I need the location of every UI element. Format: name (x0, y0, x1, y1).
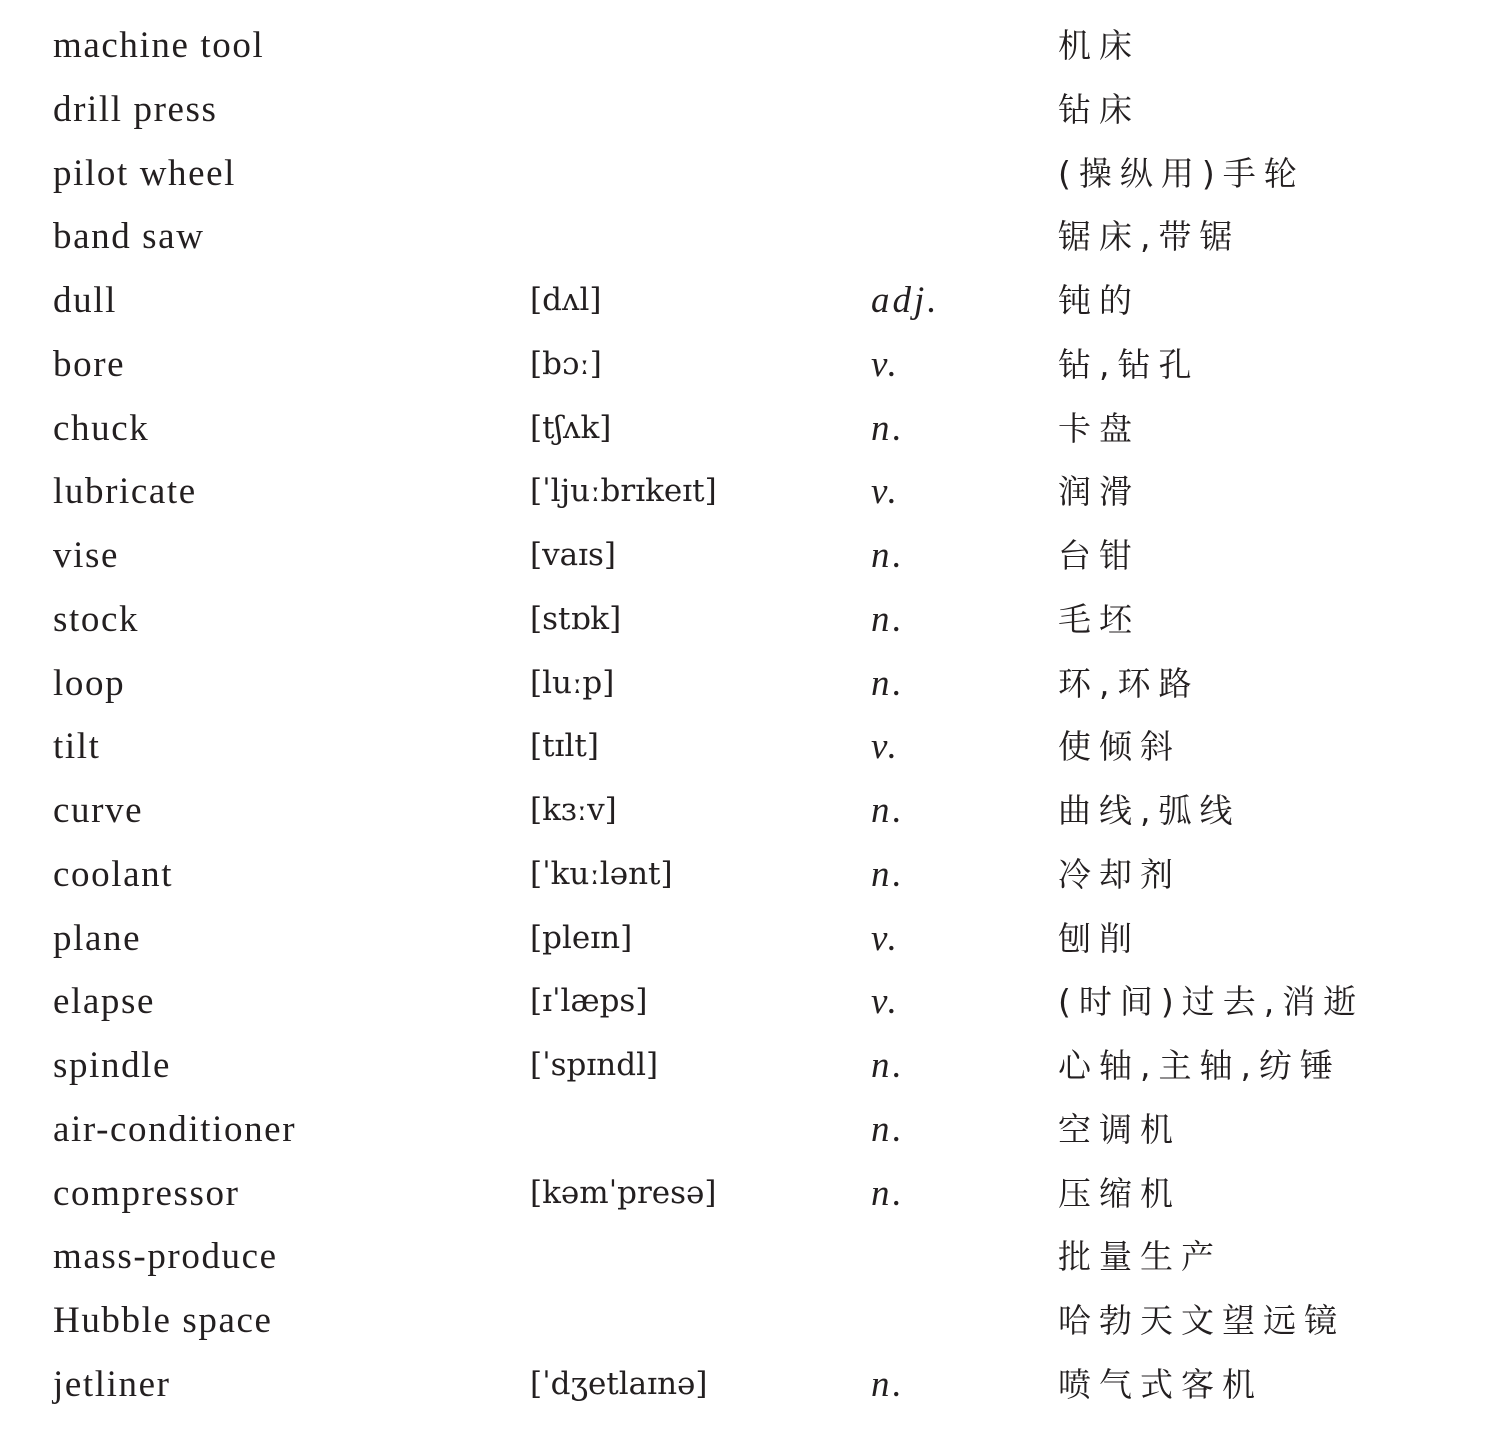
vocab-part-of-speech: n. (871, 535, 905, 576)
vocab-phonetic: [pleɪn] (530, 919, 633, 956)
vocab-word: plane (53, 917, 142, 959)
vocab-meaning: 心轴,主轴,纺锤 (1058, 1046, 1341, 1085)
vocab-row (0, 843, 1490, 907)
vocab-part-of-speech: n. (871, 598, 905, 640)
vocab-phonetic: [kɜːv] (530, 792, 617, 828)
vocab-word: chuck (53, 407, 150, 449)
vocab-meaning: 钝的 (1058, 281, 1140, 320)
vocab-part-of-speech: v. (871, 726, 900, 768)
vocab-row (0, 779, 1490, 843)
vocab-phonetic: [ˈljuːbrɪkeɪt] (530, 473, 717, 510)
vocab-phonetic: [kəmˈpresə] (530, 1174, 717, 1211)
vocab-word: Hubble space (53, 1300, 273, 1341)
vocab-row (0, 397, 1490, 461)
vocabulary-list (0, 14, 1490, 1417)
vocab-meaning: 钻,钻孔 (1058, 344, 1200, 384)
vocab-word: pilot wheel (53, 152, 237, 194)
vocab-part-of-speech: n. (871, 790, 905, 831)
vocab-word: band saw (53, 216, 205, 258)
vocab-part-of-speech: adj. (871, 280, 940, 321)
vocab-word: vise (53, 535, 120, 576)
vocab-word: bore (53, 343, 126, 385)
vocab-row (0, 333, 1490, 397)
vocab-phonetic: [ˈdʒetlaɪnə] (530, 1365, 708, 1402)
vocab-meaning: (操纵用)手轮 (1058, 153, 1305, 193)
vocab-meaning: 曲线,弧线 (1058, 791, 1241, 830)
vocab-row (0, 588, 1490, 652)
vocab-part-of-speech: v. (871, 917, 900, 959)
vocab-meaning: 机床 (1058, 26, 1140, 65)
vocab-phonetic: [ˈkuːlənt] (530, 855, 673, 892)
vocab-phonetic: [tɪlt] (530, 728, 599, 765)
vocab-word: loop (53, 662, 126, 704)
vocab-meaning: 毛坯 (1058, 599, 1140, 639)
vocab-part-of-speech: n. (871, 662, 905, 704)
vocab-word: dull (53, 280, 117, 321)
vocab-phonetic: [dʌl] (530, 282, 602, 318)
vocab-word: stock (53, 598, 140, 640)
vocab-part-of-speech: n. (871, 1172, 905, 1214)
vocab-part-of-speech: n. (871, 1045, 905, 1086)
vocab-word: coolant (53, 853, 174, 895)
vocab-meaning: 润滑 (1058, 472, 1140, 512)
vocab-meaning: 卡盘 (1058, 408, 1140, 448)
vocab-word: tilt (53, 726, 101, 768)
vocab-part-of-speech: v. (871, 343, 900, 385)
vocab-phonetic: [ˈspɪndl] (530, 1047, 659, 1083)
vocab-row (0, 524, 1490, 588)
vocab-word: drill press (53, 88, 218, 130)
vocab-meaning: 刨削 (1058, 918, 1140, 958)
vocab-meaning: 台钳 (1058, 536, 1140, 575)
vocab-row (0, 14, 1490, 78)
vocab-row (0, 1162, 1490, 1226)
vocab-row (0, 907, 1490, 971)
vocab-meaning: 锯床,带锯 (1058, 217, 1241, 257)
vocab-meaning: 空调机 (1058, 1109, 1181, 1149)
vocab-row (0, 78, 1490, 142)
vocab-row (0, 142, 1490, 206)
vocab-meaning: 哈勃天文望远镜 (1058, 1301, 1345, 1340)
vocab-word: air-conditioner (53, 1108, 297, 1150)
vocab-meaning: 压缩机 (1058, 1173, 1181, 1213)
vocab-word: curve (53, 790, 144, 831)
vocab-row (0, 1098, 1490, 1162)
vocab-row (0, 269, 1490, 333)
vocab-row (0, 652, 1490, 716)
vocab-row (0, 205, 1490, 269)
vocab-phonetic: [tʃʌk] (530, 409, 612, 446)
vocab-meaning: 钻床 (1058, 89, 1140, 129)
vocab-phonetic: [vaɪs] (530, 537, 617, 573)
vocab-phonetic: [bɔː] (530, 345, 602, 382)
vocab-meaning: 使倾斜 (1058, 727, 1181, 767)
vocab-part-of-speech: n. (871, 1108, 905, 1150)
vocab-word: lubricate (53, 471, 197, 513)
vocab-part-of-speech: v. (871, 471, 900, 513)
vocab-meaning: 喷气式客机 (1058, 1364, 1263, 1404)
vocab-meaning: 批量生产 (1058, 1237, 1222, 1277)
vocab-part-of-speech: n. (871, 407, 905, 449)
vocab-row (0, 1289, 1490, 1353)
vocab-row (0, 460, 1490, 524)
vocab-part-of-speech: v. (871, 981, 900, 1023)
vocab-word: spindle (53, 1045, 172, 1086)
vocab-phonetic: [luːp] (530, 664, 615, 701)
vocab-meaning: (时间)过去,消逝 (1058, 982, 1365, 1022)
vocab-word: compressor (53, 1172, 240, 1214)
vocab-word: jetliner (53, 1363, 171, 1405)
vocab-part-of-speech: n. (871, 1363, 905, 1405)
vocab-row (0, 970, 1490, 1034)
vocab-part-of-speech: n. (871, 853, 905, 895)
vocab-row (0, 1353, 1490, 1417)
vocab-meaning: 环,环路 (1058, 663, 1200, 703)
vocab-row (0, 715, 1490, 779)
vocab-word: mass-produce (53, 1236, 278, 1278)
vocab-phonetic: [stɒk] (530, 600, 622, 637)
vocab-row (0, 1225, 1490, 1289)
vocab-word: machine tool (53, 25, 265, 66)
vocab-word: elapse (53, 981, 156, 1023)
vocab-phonetic: [ɪˈlæps] (530, 983, 648, 1020)
vocab-row (0, 1034, 1490, 1098)
vocab-meaning: 冷却剂 (1058, 854, 1181, 894)
